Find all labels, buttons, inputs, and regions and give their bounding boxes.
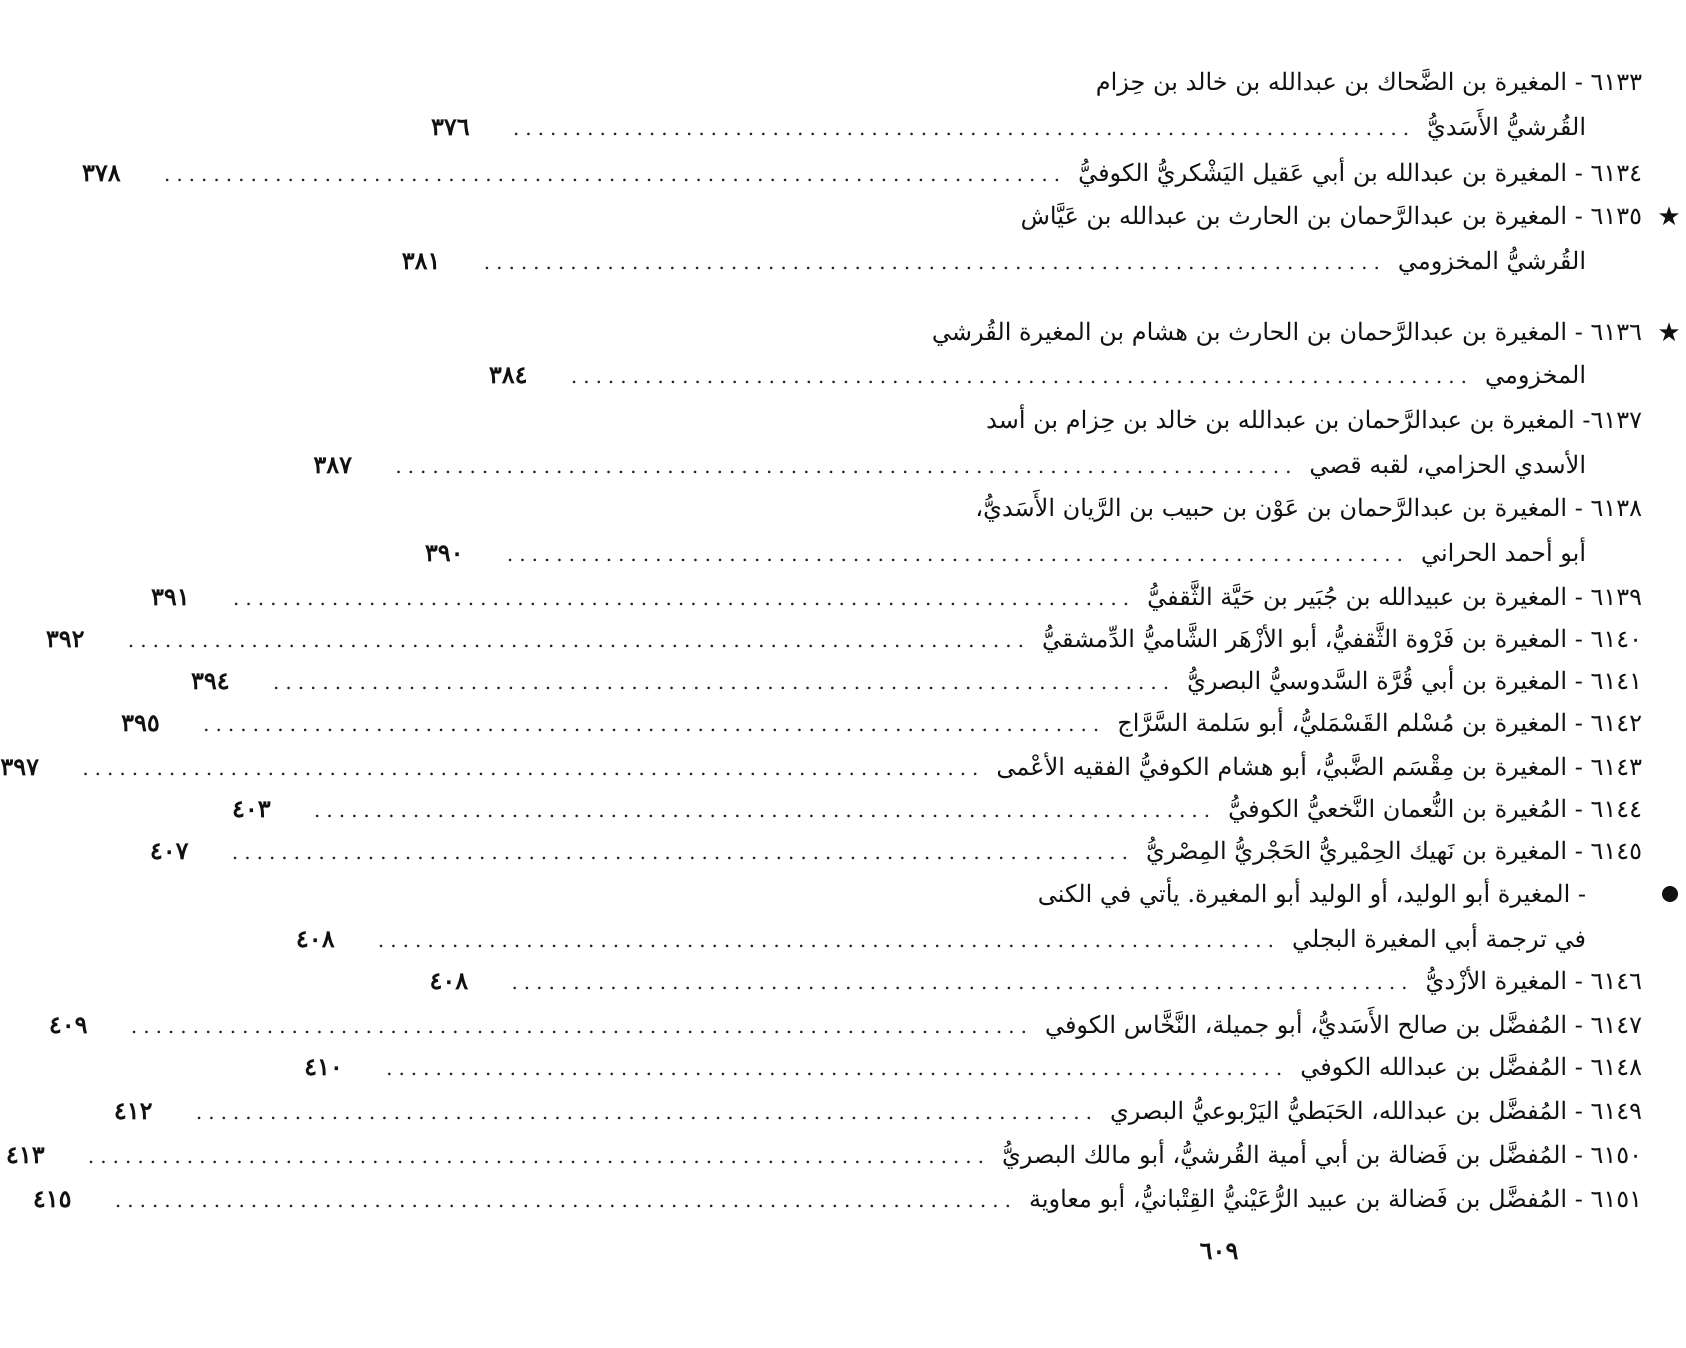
bullet-circle-icon <box>1662 886 1678 902</box>
page-number: ٣٩٥ <box>121 708 160 737</box>
entry-text: المخزومي <box>1484 361 1586 389</box>
page-number: ٤١٢ <box>113 1096 153 1125</box>
leader-dots: ......................................................................... <box>570 364 1473 388</box>
entry-6135-line-1 <box>812 202 1681 232</box>
page-number: ٣٧٨ <box>81 158 121 187</box>
entry-6149 <box>113 1096 1646 1126</box>
star-marker-icon: ★ <box>1657 202 1681 232</box>
leader-dots: ......................................................................... <box>114 1188 1017 1212</box>
entry-6133-line-1 <box>812 68 1646 97</box>
entry-text: أبو أحمد الحراني <box>1420 539 1586 567</box>
page-number: ٤٠٣ <box>232 794 271 823</box>
page-number: ٣٩٧ <box>0 752 39 781</box>
entry-text: ٦١٣٥ - المغيرة بن عبدالرَّحمان بن الحارث بن عبدالله بن عَيَّاش <box>1020 202 1642 230</box>
page-number: ٣٩٢ <box>45 624 85 653</box>
entry-6133-line-2 <box>430 112 1646 142</box>
page-number: ٤٠٩ <box>48 1010 88 1039</box>
leader-dots: ......................................................................... <box>512 116 1416 140</box>
entry-text: ٦١٣٣ - المغيرة بن الضَّحاك بن عبدالله بن خالد بن حِزام <box>1095 68 1642 96</box>
leader-dots: ......................................................................... <box>506 542 1409 566</box>
entry-text: ٦١٤٩ - المُفضَّل بن عبدالله، الحَبَطيُّ اليَرْبوعيُّ البصري <box>1109 1097 1642 1125</box>
page-number: ٣٩٤ <box>190 666 230 695</box>
page-number: ٤١٥ <box>32 1184 72 1213</box>
entry-6146 <box>429 966 1646 996</box>
entry-6145 <box>149 836 1646 866</box>
leader-dots: ......................................................................... <box>272 670 1176 694</box>
entry-text: ٦١٤٦ - المغيرة الأزْديُّ <box>1425 967 1642 995</box>
page-number: ٣٨٧ <box>313 450 352 479</box>
entry-text: ٦١٣٧- المغيرة بن عبدالرَّحمان بن عبدالله بن خالد بن حِزام بن أسد <box>986 406 1642 434</box>
leader-dots: ......................................................................... <box>395 454 1298 478</box>
leader-dots: ......................................................................... <box>203 712 1106 736</box>
entry-text: القُرشيُّ المخزومي <box>1397 247 1586 275</box>
entry-text: ٦١٤٧ - المُفضَّل بن صالح الأَسَديُّ، أبو جميلة، النَّخَّاس الكوفي <box>1044 1011 1642 1039</box>
entry-6137-line-1 <box>812 406 1646 435</box>
page-folio-number: ٦٠٩ <box>1199 1236 1239 1265</box>
entry-6135-line-2 <box>401 246 1646 276</box>
entry-text: ٦١٣٩ - المغيرة بن عبيدالله بن جُبَير بن حَيَّة الثَّقفيُّ <box>1147 583 1642 611</box>
page-number: ٣٨٤ <box>488 360 528 389</box>
entry-6148 <box>304 1052 1646 1082</box>
entry-text: في ترجمة أبي المغيرة البجلي <box>1292 925 1586 953</box>
entry-text: الأسدي الحزامي، لقبه قصي <box>1309 451 1586 479</box>
entry-text: ٦١٣٤ - المغيرة بن عبدالله بن أبي عَقيل اليَشْكريُّ الكوفيُّ <box>1078 159 1642 187</box>
entry-6137-line-2 <box>313 450 1646 480</box>
entry-text: ٦١٤١ - المغيرة بن أبي قُرَّة السَّدوسيُّ البصريُّ <box>1187 667 1642 695</box>
entry-6143 <box>0 752 1646 782</box>
leader-dots: ......................................................................... <box>314 798 1217 822</box>
entry-6142 <box>121 708 1646 738</box>
entry-text: ٦١٤٣ - المغيرة بن مِقْسَم الضَّبيُّ، أبو هشام الكوفيُّ الفقيه الأعْمى <box>996 753 1642 781</box>
entry-text: ٦١٣٦ - المغيرة بن عبدالرَّحمان بن الحارث بن هشام بن المغيرة القُرشي <box>931 318 1642 346</box>
entry-text: ٦١٤٥ - المغيرة بن نَهيك الحِمْيريُّ الحَجْريُّ المِصْريُّ <box>1145 837 1642 865</box>
leader-dots: ......................................................................... <box>483 250 1386 274</box>
page-number: ٣٩٠ <box>424 538 464 567</box>
entry-6150 <box>5 1140 1646 1170</box>
page-number: ٤٠٨ <box>429 966 469 995</box>
page-number: ٤٠٧ <box>149 836 189 865</box>
leader-dots: ......................................................................... <box>377 928 1280 952</box>
leader-dots: ......................................................................... <box>163 162 1067 186</box>
entry-text: ٦١٣٨ - المغيرة بن عبدالرَّحمان بن عَوْن بن حبيب بن الرَّيان الأَسَديُّ، <box>975 494 1642 522</box>
leader-dots: ......................................................................... <box>127 628 1030 652</box>
entry-text: القُرشيُّ الأَسَديُّ <box>1427 113 1586 141</box>
entry-text: - المغيرة أبو الوليد، أو الوليد أبو المغيرة. يأتي في الكنى <box>1037 880 1586 908</box>
entry-6151 <box>32 1184 1646 1214</box>
star-marker-icon: ★ <box>1657 318 1681 348</box>
entry-6136-line-2 <box>488 360 1646 390</box>
crossref-line-1 <box>812 880 1646 909</box>
entry-6134 <box>81 158 1646 188</box>
entry-6138-line-1 <box>812 494 1646 523</box>
entry-text: ٦١٥١ - المُفضَّل بن فَضالة بن عبيد الرُّعَيْنيُّ القِتْبانيُّ، أبو معاوية <box>1028 1185 1642 1213</box>
entry-6140 <box>45 624 1646 654</box>
leader-dots: ......................................................................... <box>233 586 1136 610</box>
page-number: ٤٠٨ <box>295 924 335 953</box>
page-number: ٣٨١ <box>401 246 441 275</box>
leader-dots: ......................................................................... <box>87 1144 991 1168</box>
entry-6141 <box>190 666 1646 696</box>
entry-6139 <box>151 582 1646 612</box>
entry-text: ٦١٤٢ - المغيرة بن مُسْلم القَسْمَليُّ، أبو سَلمة السَّرَّاج <box>1117 709 1642 737</box>
entry-text: ٦١٥٠ - المُفضَّل بن فَضالة بن أبي أمية القُرشيُّ، أبو مالك البصريُّ <box>1002 1141 1642 1169</box>
entry-text: ٦١٤٤ - المُغيرة بن النُّعمان النَّخعيُّ الكوفيُّ <box>1228 795 1642 823</box>
leader-dots: ......................................................................... <box>386 1056 1289 1080</box>
page-number: ٤١٠ <box>304 1052 343 1081</box>
leader-dots: ......................................................................... <box>511 970 1414 994</box>
crossref-line-2 <box>295 924 1646 954</box>
leader-dots: ......................................................................... <box>82 756 985 780</box>
page-number: ٤١٣ <box>5 1140 45 1169</box>
page-number: ٣٧٦ <box>430 112 470 141</box>
entry-text: ٦١٤٠ - المغيرة بن فَرْوة الثَّقفيُّ، أبو الأزْهَر الشَّاميُّ الدِّمشقيُّ <box>1041 625 1642 653</box>
entry-6138-line-2 <box>424 538 1646 568</box>
entry-6147 <box>48 1010 1646 1040</box>
entry-text: ٦١٤٨ - المُفضَّل بن عبدالله الكوفي <box>1300 1053 1642 1081</box>
entry-6136-line-1 <box>812 318 1681 348</box>
page-number: ٣٩١ <box>151 582 190 611</box>
leader-dots: ......................................................................... <box>195 1100 1098 1124</box>
entry-6144 <box>232 794 1646 824</box>
leader-dots: ......................................................................... <box>130 1014 1033 1038</box>
leader-dots: ......................................................................... <box>231 840 1134 864</box>
